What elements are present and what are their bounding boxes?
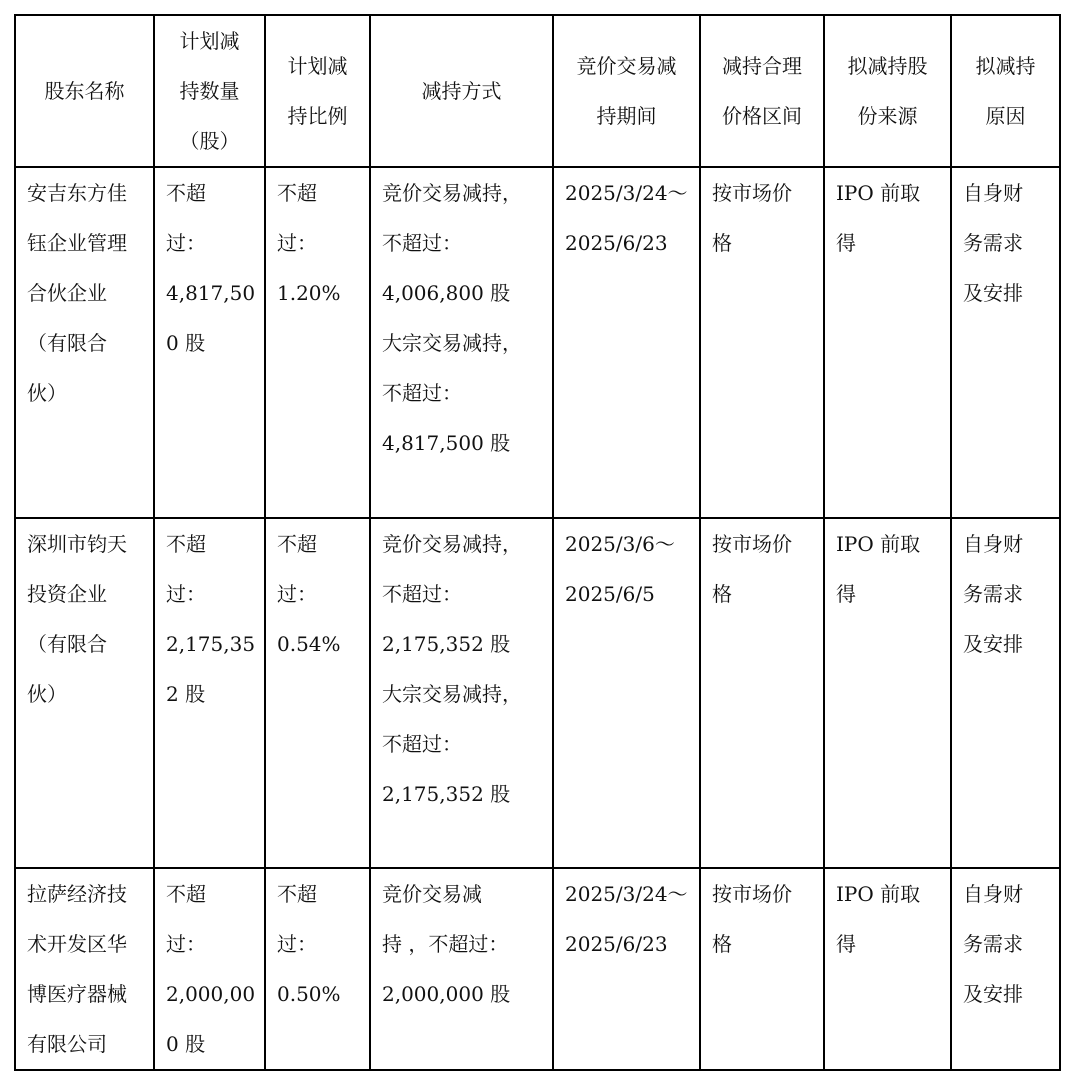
header-planned-ratio: 计划减 持比例 [265, 15, 370, 167]
cell-price-range: 按市场价 格 [700, 518, 824, 868]
cell-price-range: 按市场价 格 [700, 868, 824, 1070]
cell-reduction-reason: 自身财 务需求 及安排 [951, 518, 1060, 868]
cell-share-source: IPO 前取 得 [824, 518, 951, 868]
header-shareholder-name: 股东名称 [15, 15, 154, 167]
cell-planned-quantity: 不超 过： 2,175,35 2 股 [154, 518, 265, 868]
header-price-range: 减持合理 价格区间 [700, 15, 824, 167]
cell-price-range: 按市场价 格 [700, 167, 824, 518]
header-bidding-period: 竞价交易减 持期间 [553, 15, 700, 167]
cell-bidding-period: 2025/3/24～ 2025/6/23 [553, 868, 700, 1070]
cell-shareholder-name: 深圳市钧天 投资企业 （有限合 伙） [15, 518, 154, 868]
cell-reduction-reason: 自身财 务需求 及安排 [951, 868, 1060, 1070]
cell-shareholder-name: 安吉东方佳 钰企业管理 合伙企业 （有限合 伙） [15, 167, 154, 518]
cell-planned-quantity: 不超 过： 4,817,50 0 股 [154, 167, 265, 518]
cell-reduction-reason: 自身财 务需求 及安排 [951, 167, 1060, 518]
cell-planned-ratio: 不超 过： 1.20% [265, 167, 370, 518]
reduction-plan-table [14, 14, 1061, 1071]
cell-share-source: IPO 前取 得 [824, 167, 951, 518]
cell-planned-ratio: 不超 过： 0.54% [265, 518, 370, 868]
header-reduction-reason: 拟减持 原因 [951, 15, 1060, 167]
header-row [15, 15, 1060, 167]
header-planned-quantity: 计划减 持数量 （股） [154, 15, 265, 167]
table-row [15, 167, 1060, 518]
cell-planned-quantity: 不超 过： 2,000,00 0 股 [154, 868, 265, 1070]
cell-share-source: IPO 前取 得 [824, 868, 951, 1070]
header-reduction-method: 减持方式 [370, 15, 553, 167]
table-row [15, 518, 1060, 868]
cell-reduction-method: 竞价交易减 持 ，不超过： 2,000,000 股 [370, 868, 553, 1070]
cell-bidding-period: 2025/3/6～ 2025/6/5 [553, 518, 700, 868]
header-share-source: 拟减持股 份来源 [824, 15, 951, 167]
cell-bidding-period: 2025/3/24～ 2025/6/23 [553, 167, 700, 518]
cell-shareholder-name: 拉萨经济技 术开发区华 博医疗器械 有限公司 [15, 868, 154, 1070]
cell-reduction-method: 竞价交易减持， 不超过： 4,006,800 股 大宗交易减持， 不超过： 4,817,500 股 [370, 167, 553, 518]
cell-reduction-method: 竞价交易减持， 不超过： 2,175,352 股 大宗交易减持， 不超过： 2,175,352 股 [370, 518, 553, 868]
table-row [15, 868, 1060, 1070]
cell-planned-ratio: 不超 过： 0.50% [265, 868, 370, 1070]
